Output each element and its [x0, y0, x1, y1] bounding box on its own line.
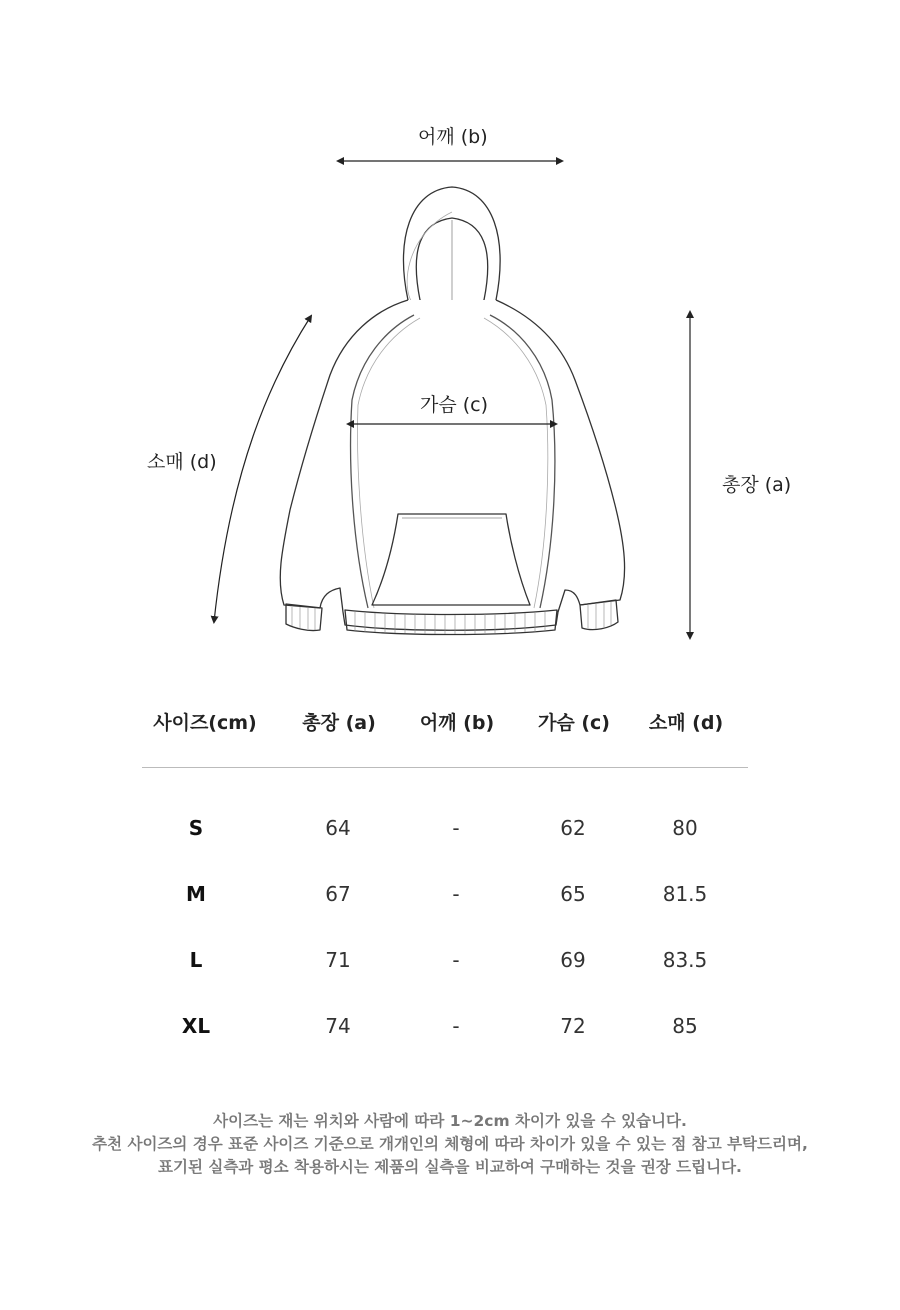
- cell-length: 71: [325, 948, 351, 972]
- cell-chest: 72: [560, 1014, 586, 1038]
- shoulder-label: 어깨 (b): [418, 126, 488, 148]
- header-divider: [142, 767, 748, 768]
- cell-shoulder: -: [452, 1014, 460, 1038]
- cell-chest: 69: [560, 948, 586, 972]
- cell-length: 67: [325, 882, 351, 906]
- cell-sleeve: 80: [672, 816, 698, 840]
- sleeve-label: 소매 (d): [147, 451, 217, 473]
- table-header: [140, 700, 750, 745]
- table-row: [140, 882, 750, 912]
- cell-chest: 62: [560, 816, 586, 840]
- cell-sleeve: 81.5: [662, 882, 708, 906]
- cell-size: L: [189, 948, 203, 972]
- cell-shoulder: -: [452, 816, 460, 840]
- table-row: [140, 816, 750, 846]
- header-shoulder: 어깨 (b): [419, 712, 495, 734]
- cell-size: M: [186, 882, 206, 906]
- length-label: 총장 (a): [722, 474, 792, 496]
- size-notes: [0, 1110, 900, 1179]
- note-line: 표기된 실측과 평소 착용하시는 제품의 실측을 비교하여 구매하는 것을 권장 드립니다.: [158, 1158, 742, 1176]
- header-chest: 가슴 (c): [538, 712, 610, 734]
- cell-shoulder: -: [452, 948, 460, 972]
- header-length: 총장 (a): [302, 712, 376, 734]
- cell-sleeve: 85: [672, 1014, 698, 1038]
- chest-label: 가슴 (c): [420, 394, 489, 416]
- table-row: [140, 948, 750, 978]
- table-row: [140, 1014, 750, 1044]
- header-size: 사이즈(cm): [153, 712, 257, 734]
- size-table: [140, 700, 750, 1038]
- header-sleeve: 소매 (d): [648, 712, 724, 734]
- cell-size: XL: [181, 1014, 211, 1038]
- cell-length: 64: [325, 816, 351, 840]
- note-line: 추천 사이즈의 경우 표준 사이즈 기준으로 개개인의 체형에 따라 차이가 있을 수 있는 점 참고 부탁드리며,: [92, 1135, 808, 1153]
- cell-sleeve: 83.5: [662, 948, 708, 972]
- cell-size: S: [188, 816, 204, 840]
- note-line: 사이즈는 재는 위치와 사람에 따라 1~2cm 차이가 있을 수 있습니다.: [213, 1112, 687, 1130]
- cell-shoulder: -: [452, 882, 460, 906]
- cell-chest: 65: [560, 882, 586, 906]
- cell-length: 74: [325, 1014, 351, 1038]
